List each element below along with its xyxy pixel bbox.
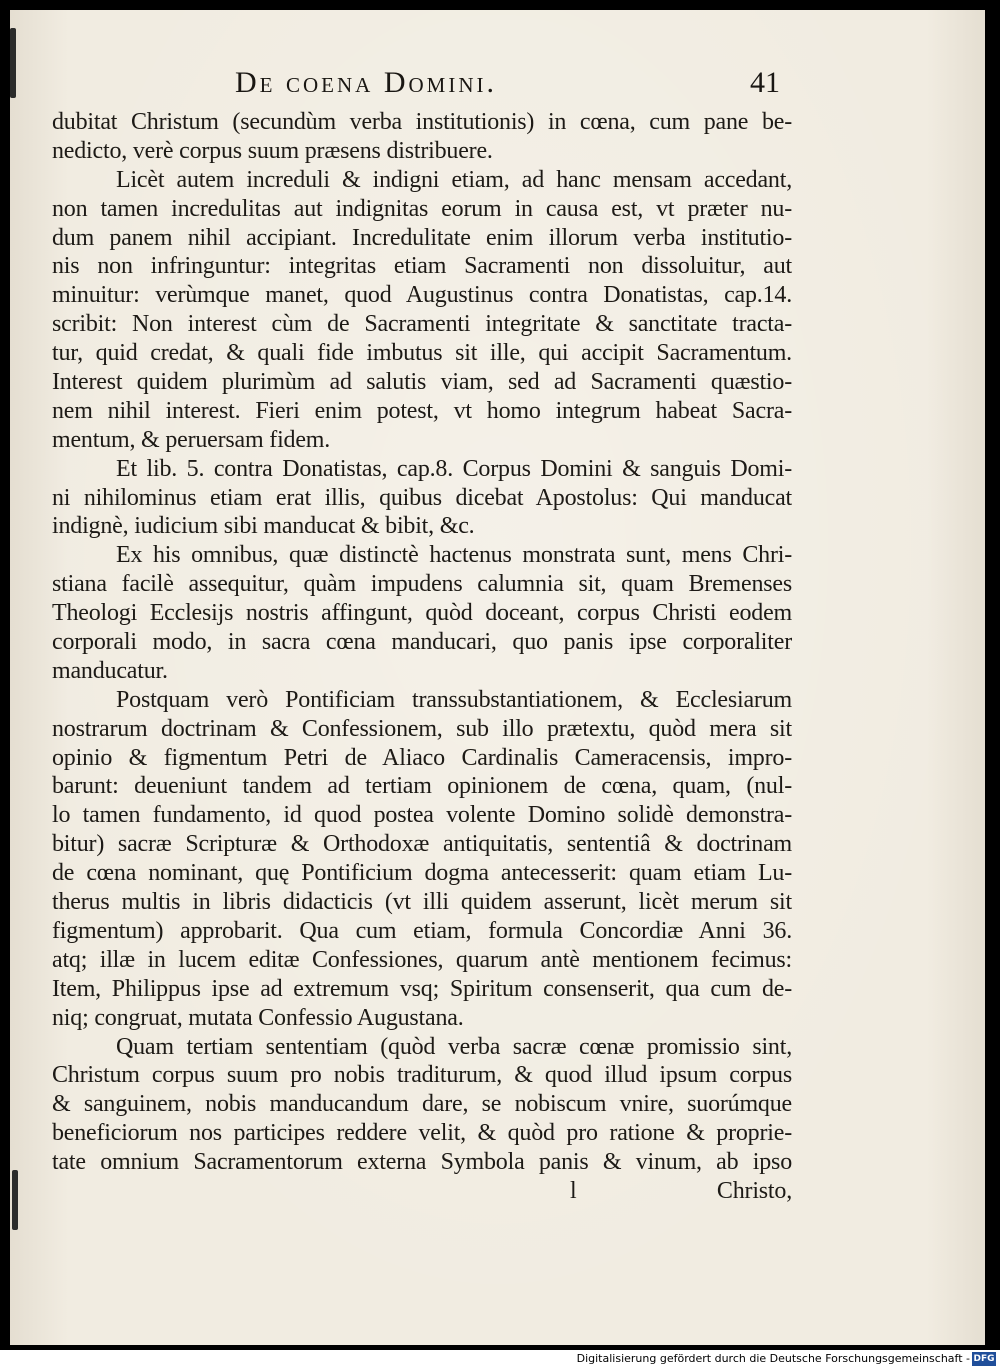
- text-line: tate omnium Sacramentorum externa Symbola panis & vinum, ab ipso: [52, 1149, 792, 1176]
- signature-mark: l: [570, 1177, 577, 1204]
- text-line: atq; illæ in lucem editæ Confessiones, quarum antè mentionem fecimus:: [52, 946, 792, 973]
- text-line: lo tamen fundamento, id quod postea volente Domino solidè demonstra-: [52, 802, 792, 829]
- running-title: De coena Domini.: [235, 66, 497, 99]
- text-line: dubitat Christum (secundùm verba institutionis) in cœna, cum pane be-: [52, 109, 792, 135]
- text-line: nedicto, verè corpus suum præsens distribuere.: [52, 137, 493, 164]
- page-header: [235, 66, 780, 106]
- text-line: therus multis in libris didacticis (vt illi quidem asserunt, licèt merum sit: [52, 889, 792, 916]
- page-number: 41: [750, 66, 780, 99]
- book-page: [10, 10, 985, 1345]
- text-line: niq; congruat, mutata Confessio Augustana.: [52, 1004, 464, 1031]
- text-line: Theologi Ecclesijs nostris affingunt, quòd doceant, corpus Christi eodem: [52, 600, 792, 627]
- dfg-logo-icon: DFG: [973, 1354, 995, 1364]
- text-line: Postquam verò Pontificiam transsubstantiationem, & Ecclesiarum: [116, 686, 792, 713]
- binding-mark: [10, 28, 16, 98]
- text-line: Et lib. 5. contra Donatistas, cap.8. Corpus Domini & sanguis Domi-: [116, 455, 792, 482]
- binding-mark: [12, 1170, 18, 1230]
- text-line: ni nihilominus etiam erat illis, quibus dicebat Apostolus: Qui manducat: [52, 484, 792, 511]
- text-line: nem nihil interest. Fieri enim potest, vt homo integrum habeat Sacra-: [52, 397, 792, 424]
- text-line: opinio & figmentum Petri de Aliaco Cardinalis Cameracensis, impro-: [52, 744, 792, 771]
- funding-notice: Digitalisierung gefördert durch die Deutsche Forschungsgemeinschaft -: [576, 1352, 970, 1365]
- text-line: figmentum) approbarit. Qua cum etiam, formula Concordiæ Anni 36.: [52, 917, 792, 944]
- signature-line: [52, 1177, 792, 1206]
- text-line: bitur) sacræ Scripturæ & Orthodoxæ antiquitatis, sententiâ & doctrinam: [52, 831, 792, 858]
- text-line: Licèt autem increduli & indigni etiam, ad hanc mensam accedant,: [116, 166, 792, 193]
- text-line: Quam tertiam sententiam (quòd verba sacræ cœnæ promissio sint,: [116, 1033, 792, 1060]
- text-line: indignè, iudicium sibi manducat & bibit, &c.: [52, 513, 475, 540]
- text-line: Item, Philippus ipse ad extremum vsq; Spiritum consenserit, qua cum de-: [52, 975, 792, 1002]
- text-line: Christum corpus suum pro nobis traditurum, & quod illud ipsum corpus: [52, 1062, 792, 1089]
- text-line: Ex his omnibus, quæ distinctè hactenus monstrata sunt, mens Chri-: [116, 542, 792, 569]
- text-line: barunt: deueniunt tandem ad tertiam opinionem de cœna, quam, (nul-: [52, 773, 792, 800]
- text-line: dum panem nihil accipiant. Incredulitate enim illorum verba institutio-: [52, 224, 792, 251]
- digitization-footer: [0, 1350, 1000, 1369]
- text-line: manducatur.: [52, 657, 168, 684]
- text-line: non tamen incredulitas aut indignitas eorum in causa est, vt præter nu-: [52, 195, 792, 222]
- catchword: Christo,: [716, 1177, 792, 1204]
- body-text: [52, 108, 792, 1206]
- text-line: stiana facilè assequitur, quàm impudens calumnia sit, quam Bremenses: [52, 571, 792, 598]
- text-line: tur, quid credat, & quali fide imbutus sit ille, qui accipit Sacramentum.: [52, 340, 792, 367]
- text-line: minuitur: verùmque manet, quod Augustinus contra Donatistas, cap.14.: [52, 282, 792, 309]
- text-line: beneficiorum nos participes reddere velit, & quòd pro ratione & proprie-: [52, 1120, 792, 1147]
- text-line: corporali modo, in sacra cœna manducari, quo panis ipse corporaliter: [52, 629, 792, 656]
- text-line: & sanguinem, nobis manducandum dare, se nobiscum vnire, suorúmque: [52, 1091, 792, 1118]
- text-line: mentum, & peruersam fidem.: [52, 426, 331, 453]
- text-line: Interest quidem plurimùm ad salutis viam, sed ad Sacramenti quæstio-: [52, 369, 792, 396]
- text-line: scribit: Non interest cùm de Sacramenti integritate & sanctitate tracta-: [52, 311, 792, 338]
- text-line: de cœna nominant, quę Pontificium dogma antecesserit: quam etiam Lu-: [52, 860, 792, 887]
- text-line: nis non infringuntur: integritas etiam Sacramenti non dissoluitur, aut: [52, 253, 792, 280]
- text-line: nostrarum doctrinam & Confessionem, sub illo prætextu, quòd mera sit: [52, 715, 792, 742]
